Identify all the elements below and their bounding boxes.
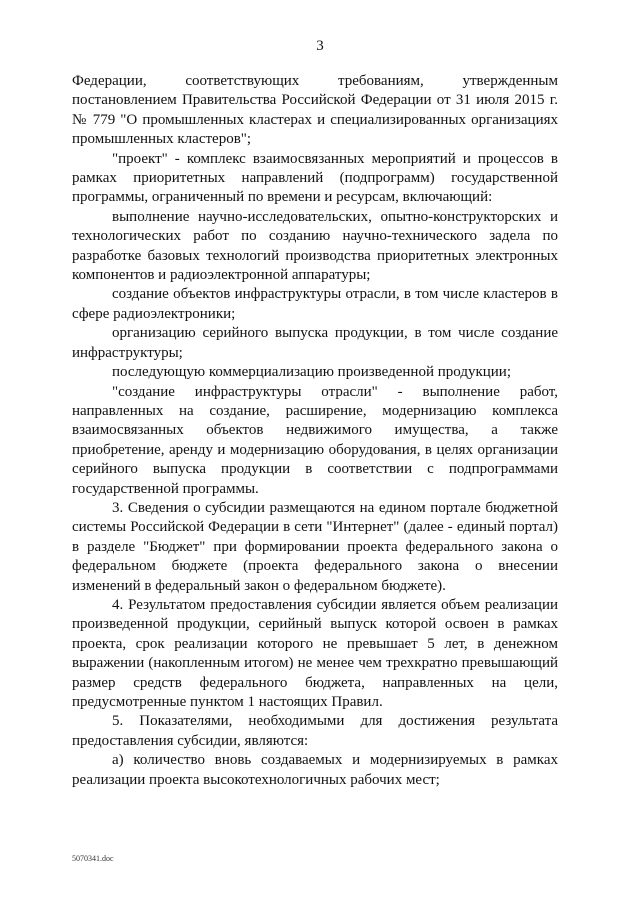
paragraph-item-5a: а) количество вновь создаваемых и модернизируемых в рамках реализации проекта высокотехнологичных рабочих мест; — [72, 752, 558, 788]
document-body — [72, 72, 558, 790]
paragraph-project-definition: "проект" - комплекс взаимосвязанных мероприятий и процессов в рамках приоритетных направлений (подпрограмм) государственной программы, ограниченный по времени и ресурсам, включающий: — [72, 150, 558, 206]
document-file-id: 5070341.doc — [72, 854, 114, 863]
paragraph-item-5: 5. Показателями, необходимыми для достижения результата предоставления субсидии, являются: — [72, 713, 558, 749]
paragraph-continuation: Федерации, соответствующих требованиям, утвержденным постановлением Правительства Российской Федерации от 31 июля 2015 г. № 779 "О промышленных кластерах и специализированных организациях промышленных кластеров"; — [72, 73, 558, 148]
paragraph-infrastructure-definition: "создание инфраструктуры отрасли" - выполнение работ, направленных на создание, расширение, модернизацию комплекса взаимосвязанных объектов недвижимого имущества, а также приобретение, аренду и модернизацию оборудования, в целях организации серийного выпуска продукции в соответствии с подпрограммами государственной программы. — [72, 383, 558, 497]
paragraph-serial-production: организацию серийного выпуска продукции, в том числе создание инфраструктуры; — [72, 325, 558, 361]
page-number: 3 — [316, 38, 324, 54]
paragraph-commercialization: последующую коммерциализацию произведенной продукции; — [112, 364, 512, 381]
paragraph-infrastructure-objects: создание объектов инфраструктуры отрасли, в том числе кластеров в сфере радиоэлектроники; — [72, 286, 558, 322]
paragraph-item-3: 3. Сведения о субсидии размещаются на едином портале бюджетной системы Российской Федерации в сети "Интернет" (далее - единый портал) в разделе "Бюджет" при формировании проекта федерального закона о федеральном бюджете (проекта федерального закона о внесении изменений в федеральный закон о федеральном бюджете). — [72, 499, 558, 594]
paragraph-research-works: выполнение научно-исследовательских, опытно-конструкторских и технологических работ по созданию научно-технического задела по разработке базовых технологий производства приоритетных электронных компонентов и радиоэлектронной аппаратуры; — [72, 208, 558, 284]
paragraph-item-4: 4. Результатом предоставления субсидии является объем реализации произведенной продукции, серийный выпуск которой освоен в рамках проекта, срок реализации которого не превышает 5 лет, в денежном выражении (накопленным итогом) не менее чем трехкратно превышающий размер средств федерального бюджета, направленных на цели, предусмотренные пунктом 1 настоящих Правил. — [72, 596, 558, 710]
